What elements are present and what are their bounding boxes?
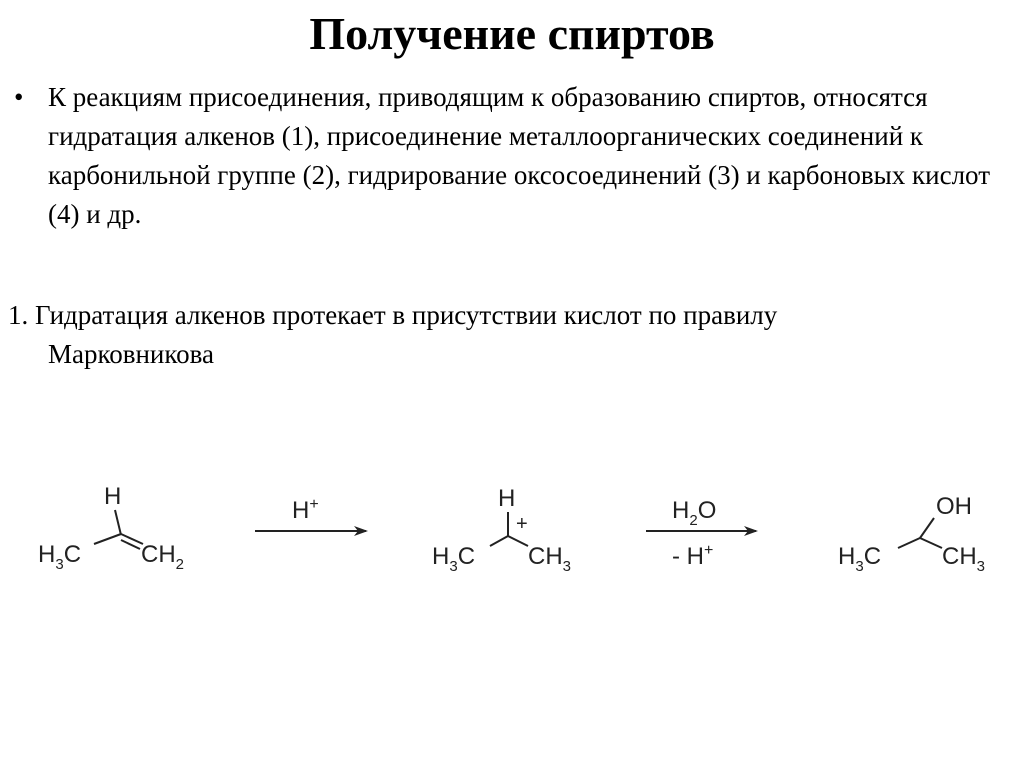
cation-charge: + (516, 513, 528, 535)
propene-methyl: $H_3C$ (38, 541, 82, 573)
point-1-line2: Марковникова (48, 339, 215, 369)
isopropanol-structure (838, 493, 985, 575)
arrow-2-reagent: $H_2O$ (672, 497, 717, 529)
alcohol-left-methyl: $H_3C$ (838, 543, 882, 575)
alcohol-right-bond (920, 538, 942, 548)
bullet-text: К реакциям присоединения, приводящим к образованию спиртов, относятся гидратация алкенов (1), присоединение металлоорганических соединений к карбонильной группе (2), гидрирование оксосоединений (3) и карбоновых кислот (4) и др. (48, 82, 990, 229)
cation-left-methyl: $H_3C$ (432, 543, 476, 575)
reaction-arrow-1 (255, 496, 366, 531)
alcohol-right-methyl: $CH_3$ (942, 543, 986, 575)
reaction-scheme (0, 460, 1024, 600)
bullet-paragraph (14, 78, 1014, 234)
cation-left-bond (490, 536, 508, 546)
propene-methylene: $CH_2$ (141, 541, 185, 573)
alcohol-oh-label: OH (936, 493, 972, 520)
propene-structure (38, 483, 184, 573)
cation-h-label: H (498, 485, 516, 512)
propene-single-bond (94, 534, 121, 544)
arrow-2-byproduct: - H+ (672, 542, 714, 570)
arrow-1-reagent: H+ (292, 496, 319, 524)
propene-h-label: H (104, 483, 122, 510)
slide-title: Получение спиртов (309, 8, 715, 59)
cation-right-methyl: $CH_3$ (528, 543, 572, 575)
cation-right-bond (508, 536, 528, 546)
carbocation-structure (432, 485, 571, 575)
alcohol-co-bond (920, 518, 934, 538)
bullet-marker: • (14, 82, 24, 112)
propene-ch-bond (115, 510, 121, 535)
point-1-line1: 1. Гидратация алкенов протекает в присутствии кислот по правилу (8, 300, 778, 330)
point-1-paragraph (8, 296, 1018, 374)
alcohol-left-bond (898, 538, 920, 548)
reaction-arrow-2 (646, 497, 756, 570)
